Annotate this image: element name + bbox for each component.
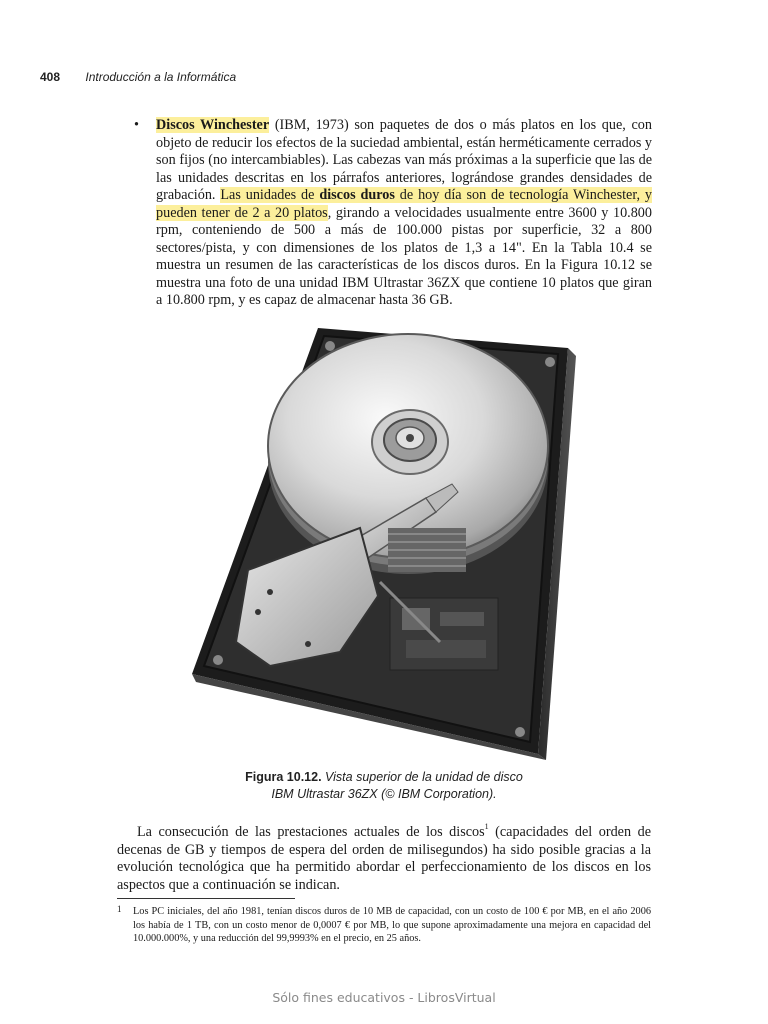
hard-disk-photo xyxy=(190,322,580,760)
footnote-divider xyxy=(117,898,295,899)
bullet-text-part1: (IBM, 1973) son paquetes de dos o más platos en los que, con objeto de reducir los efectos de la suciedad ambiental, están herméticamente cerrados y son fijos (no intercambiables). Las cabezas van más próximas a la superficie que las de las unidades descritas en los párrafos anteriores, lográndose grandes densidades de grabación. xyxy=(156,117,652,203)
bullet-text xyxy=(156,117,652,310)
page-number: 408 xyxy=(40,70,61,84)
highlight-bold-term: discos duros xyxy=(319,187,395,203)
footnote-number: 1 xyxy=(117,904,122,914)
figure-label: Figura 10.12. xyxy=(245,770,322,784)
watermark: Sólo fines educativos - LibrosVirtual xyxy=(272,990,496,1005)
book-title: Introducción a la Informática xyxy=(85,70,237,84)
term-winchester: Discos Winchester xyxy=(156,117,270,133)
body-paragraph xyxy=(117,818,651,894)
footnote-ref: 1 xyxy=(484,822,489,831)
paragraph-text-2: (capacidades del orden de decenas de GB y tiempos de espera del orden de milisegundos) ha sido posible gracias a la evolución tecnológica que ha permitido abordar el perfeccionamiento de los discos en los aspectos que a continuación se indican. xyxy=(117,824,651,893)
highlight-after: de hoy día son de tecnología Winchester, y pueden tener de 2 a 20 platos xyxy=(156,187,653,221)
paragraph-text-1: La consecución de las prestaciones actuales de los discos xyxy=(137,824,485,840)
highlight-before: Las unidades de xyxy=(220,187,320,203)
caption-text-1: Vista superior de la unidad de disco xyxy=(321,770,523,784)
running-header xyxy=(40,70,236,84)
footnote xyxy=(117,905,651,946)
caption-line-2: IBM Ultrastar 36ZX (© IBM Corporation). xyxy=(271,787,497,801)
bullet-text-part2: , girando a velocidades usualmente entre 3600 y 10.800 rpm, conteniendo de 500 a más de 100.000 pistas por superficie, 32 a 800 sectores/pista, y con dimensiones de los platos de 1,3 a 14". En la Tabla 10.4 se muestra un resumen de las características de los discos duros. En la Figura 10.12 se muestra una foto de una unidad IBM Ultrastar 36ZX que contiene 10 platos que giran a 10.800 rpm, y es capaz de almacenar hasta 36 GB. xyxy=(156,204,652,308)
figure-caption xyxy=(184,769,584,803)
bullet-item-winchester xyxy=(134,117,652,310)
caption-line-1 xyxy=(184,769,584,786)
footnote-text: Los PC iniciales, del año 1981, tenían discos duros de 10 MB de capacidad, con un costo de 100 € por MB, en el año 2006 los había de 1 TB, con un costo menor de 0,0007 € por MB, lo que supone aproximadamente una mejora en capacidad del 10.000.000%, y una reducción del 99,9993% en el precio, en 25 años. xyxy=(133,906,651,945)
bullet-mark: • xyxy=(134,117,139,133)
